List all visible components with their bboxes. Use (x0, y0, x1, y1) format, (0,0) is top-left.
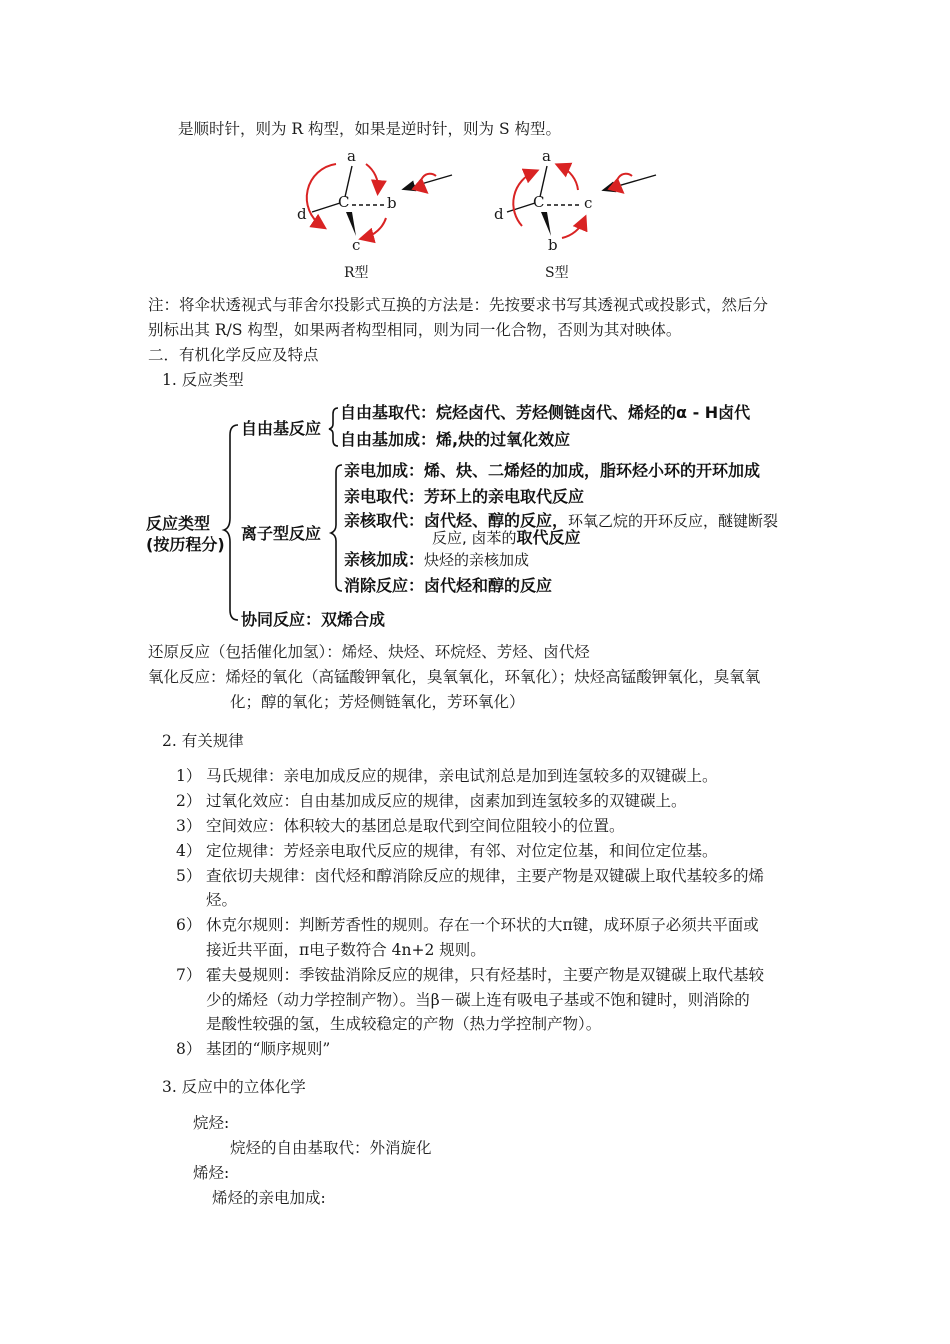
tree-free-radical: 自由基反应 (241, 419, 322, 438)
sub2-title: 2. 有关规律 (162, 732, 244, 750)
alkane-label: 烷烃: (193, 1114, 230, 1132)
tree-ionic-3-cont (432, 528, 581, 548)
s-label-b: b (548, 236, 558, 254)
tree-ionic-5: 消除反应：卤代烃和醇的反应 (344, 576, 553, 595)
r-caption: R型 (344, 265, 369, 281)
rule-7-line-3: 是酸性较强的氢，生成较稳定的产物（热力学控制产物）。 (206, 1015, 602, 1033)
tree-fr-addition: 自由基加成：烯,炔的过氧化效应 (340, 430, 571, 449)
oxidation-line-1: 氧化反应：烯烃的氧化（高锰酸钾氧化，臭氧氧化，环氧化）；炔烃高锰酸钾氧化，臭氧氧 (148, 668, 761, 686)
rule-2-line-1: 过氧化效应：自由基加成反应的规律，卤素加到连氢较多的双键碳上。 (206, 792, 687, 810)
rule-3-line-1: 空间效应：体积较大的基团总是取代到空间位阻较小的位置。 (206, 817, 625, 835)
s-label-center: C (533, 193, 545, 211)
rule-6-line-2: 接近共平面，π电子数符合 4n+2 规则。 (206, 941, 486, 959)
alkene-item: 烯烃的亲电加成: (212, 1189, 326, 1207)
rule-7-num: 7） (176, 966, 202, 984)
rule-3-num: 3） (176, 817, 202, 835)
tree-concerted: 协同反应：双烯合成 (241, 610, 386, 629)
rule-6-num: 6） (176, 916, 202, 934)
rule-5-line-1: 查依切夫规律：卤代烃和醇消除反应的规律，主要产物是双键碳上取代基较多的烯 (206, 867, 765, 885)
sub1-title: 1. 反应类型 (162, 371, 244, 389)
tree-root-line1: 反应类型 (146, 514, 211, 533)
oxidation-line-2: 化；醇的氧化；芳烃侧链氧化，芳环氧化） (230, 693, 525, 711)
rule-4-num: 4） (176, 842, 202, 860)
rule-5-num: 5） (176, 867, 202, 885)
rule-8-num: 8） (176, 1040, 202, 1058)
rule-7-line-2: 少的烯烃（动力学控制产物）。当β－碳上连有吸电子基或不饱和键时，则消除的 (206, 991, 750, 1009)
sub3-title: 3. 反应中的立体化学 (162, 1078, 306, 1096)
tree-root-line2: (按历程分) (146, 535, 225, 554)
note-line-1: 注：将伞状透视式与菲舍尔投影式互换的方法是：先按要求书写其透视式或投影式，然后分 (148, 296, 769, 314)
rule-6-line-1: 休克尔规则：判断芳香性的规则。存在一个环状的大π键，成环原子必须共平面或 (206, 916, 759, 934)
rule-7-line-1: 霍夫曼规则：季铵盐消除反应的规律，只有烃基时，主要产物是双键碳上取代基较 (206, 966, 765, 984)
tree-ionic: 离子型反应 (241, 524, 322, 543)
rule-1-num: 1） (176, 767, 202, 785)
section2-title: 二．有机化学反应及特点 (148, 346, 319, 364)
r-label-center: C (338, 193, 350, 211)
s-label-c: c (584, 194, 593, 212)
tree-ionic-2: 亲电取代：芳环上的亲电取代反应 (344, 487, 585, 506)
intro-line: 是顺时针，则为 R 构型，如果是逆时针，则为 S 构型。 (178, 120, 561, 138)
rule-2-num: 2） (176, 792, 202, 810)
reduction-line: 还原反应（包括催化加氢）：烯烃、炔烃、环烷烃、芳烃、卤代烃 (148, 643, 590, 661)
tree-ionic-4 (344, 550, 529, 570)
note-line-2: 别标出其 R/S 构型，如果两者构型相同，则为同一化合物，否则为其对映体。 (148, 321, 682, 339)
tree-ionic-1: 亲电加成：烯、炔、二烯烃的加成，脂环烃小环的开环加成 (344, 461, 761, 480)
s-label-a: a (542, 147, 551, 165)
tree-ionic-3-light: 环氧乙烷的开环反应，醚键断裂 (568, 512, 779, 530)
tree-ionic-4-bold: 亲核加成： (344, 550, 425, 569)
tree-ionic-3-cont-bold: 取代反应 (516, 528, 581, 547)
rule-4-line-1: 定位规律：芳烃亲电取代反应的规律，有邻、对位定位基，和间位定位基。 (206, 842, 718, 860)
r-label-d: d (297, 205, 307, 223)
tree-ionic-3-bold: 亲核取代：卤代烃、醇的反应， (344, 511, 569, 530)
tree-ionic-3-cont-light: 反应, 卤苯的 (432, 529, 517, 547)
rule-5-line-2: 烃。 (206, 891, 238, 909)
alkane-item: 烷烃的自由基取代：外消旋化 (230, 1139, 432, 1157)
tree-fr-substitution: 自由基取代：烷烃卤代、芳烃侧链卤代、烯烃的α - H卤代 (340, 403, 751, 422)
tree-ionic-4-light: 炔烃的亲核加成 (424, 551, 530, 569)
s-caption: S型 (545, 265, 569, 281)
s-label-d: d (494, 205, 504, 223)
r-label-b: b (387, 194, 397, 212)
r-label-c: c (352, 236, 361, 254)
alkene-label: 烯烃: (193, 1164, 230, 1182)
rule-8-line-1: 基团的“顺序规则” (206, 1040, 331, 1058)
rule-1-line-1: 马氏规律：亲电加成反应的规律，亲电试剂总是加到连氢较多的双键碳上。 (206, 767, 718, 785)
r-label-a: a (347, 147, 356, 165)
